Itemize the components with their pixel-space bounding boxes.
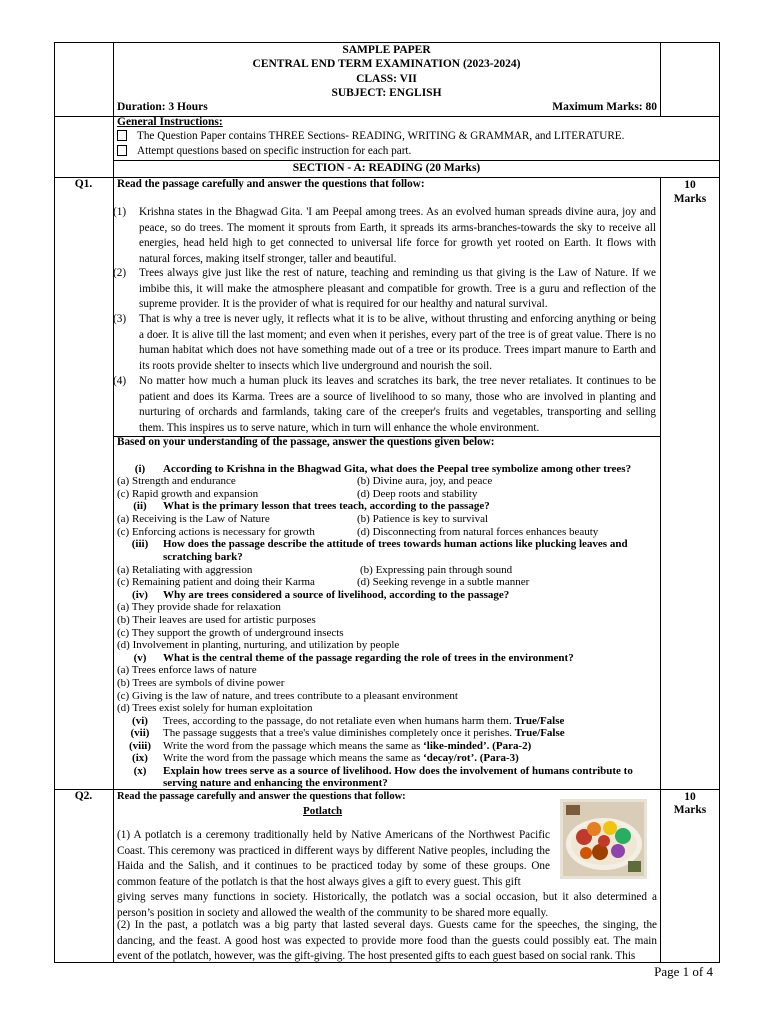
q1-question-ii: (ii) What is the primary lesson that trees teach, according to the passage? <box>133 500 490 512</box>
q1-question-vi: (vi) Trees, according to the passage, do not retaliate even when humans harm them. True/False <box>132 715 565 727</box>
q1-iv-option-a: (a) They provide shade for relaxation <box>117 601 281 613</box>
q1-marks-label: Marks <box>673 193 707 205</box>
column-divider-right-top <box>660 42 661 116</box>
q1-v-option-d: (d) Trees exist solely for human exploitation <box>117 702 313 714</box>
q1-ii-option-a: (a) Receiving is the Law of Nature <box>117 513 270 525</box>
q1-paragraph-2: (2) Trees always give just like the rest of nature, teaching and reminding us that giving is the Law of Nature. If we imbibe this, it will make the atmosphere pleasant and compatible for growth. Tree is a guru and reflection of the supreme provider. It is the provider of what is required for our healthy and natural survival. <box>113 267 656 311</box>
q1-ii-option-d: (d) Disconnecting from natural forces enhances beauty <box>357 526 599 538</box>
q1-paragraph-4: (4) No matter how much a human pluck its leaves and scratches its bark, the tree never retaliates. It continues to be patient and does its Karma. Trees are a source of livelihood to so many, those who are involved in planting and nurturing of orchards and farmlands, taking care of the creeper's fruits and vegetables, transporting and selling them. This inspires us to serve nature, which in turn will enhance the whole environment. <box>113 375 656 434</box>
column-divider-right-body <box>660 177 661 963</box>
q1-i-option-b: (b) Divine aura, joy, and peace <box>357 475 493 487</box>
duration-label: Duration: 3 Hours <box>117 101 208 113</box>
q1-iii-option-b: (b) Expressing pain through sound <box>360 564 513 576</box>
class-label: CLASS: VII <box>356 73 417 85</box>
checkbox-bullet-icon <box>117 145 127 156</box>
q2-marks-value: 10 <box>684 791 696 803</box>
section-a-title: SECTION - A: READING (20 Marks) <box>292 162 481 174</box>
q2-paragraph-1b: giving serves many functions in society. Historically, the potlatch was a social occasion, but it also determined a person’s position in society and allowed the wealth of the community to be shared more equally. <box>117 891 657 919</box>
q1-i-option-d: (d) Deep roots and stability <box>357 488 478 500</box>
q2-instruction: Read the passage carefully and answer the questions that follow: <box>117 791 406 802</box>
instruction-text-2: Attempt questions based on specific instruction for each part. <box>137 145 412 157</box>
q1-questions-intro: Based on your understanding of the passage, answer the questions given below: <box>117 436 495 448</box>
checkbox-bullet-icon <box>117 130 127 141</box>
q1-ii-option-b: (b) Patience is key to survival <box>357 513 489 525</box>
subject-label: SUBJECT: ENGLISH <box>331 87 442 99</box>
q1-question-x: (x) Explain how trees serve as a source of livelihood. How does the involvement of humans contribute to <box>133 765 633 777</box>
max-marks-label: Maximum Marks: 80 <box>552 101 657 113</box>
q2-paragraph-2: (2) In the past, a potlatch was a big party that lasted several days. Guests came for the speeches, the singing, the dancing, and the feast. A good host was expected to provide more food than the guests could possibly eat. The main event of the potlatch, however, was the gift-giving. The host presented gifts to each guest based on social rank. This <box>117 919 657 963</box>
q1-question-iv: (iv) Why are trees considered a source of livelihood, according to the passage? <box>132 589 510 601</box>
q1-question-v: (v) What is the central theme of the passage regarding the role of trees in the environment? <box>133 652 574 664</box>
q1-question-iii-cont: scratching bark? <box>163 551 243 563</box>
q1-question-iii: (iii) How does the passage describe the attitude of trees towards human actions like plucking leaves and <box>131 538 628 550</box>
q1-v-option-c: (c) Giving is the law of nature, and trees contribute to a pleasant environment <box>117 690 458 702</box>
q1-i-option-a: (a) Strength and endurance <box>117 475 236 487</box>
q1-i-option-c: (c) Rapid growth and expansion <box>117 488 259 500</box>
page-number: Page 1 of 4 <box>654 964 713 979</box>
q1-iv-option-c: (c) They support the growth of underground insects <box>117 627 344 639</box>
instruction-item-1 <box>117 130 624 142</box>
q1-instruction: Read the passage carefully and answer the questions that follow: <box>117 178 425 190</box>
q2-marks-label: Marks <box>673 804 707 816</box>
q1-number: Q1. <box>74 178 93 190</box>
q1-question-ix: (ix) Write the word from the passage which means the same as ‘decay/rot’. (Para-3) <box>132 752 519 764</box>
q1-marks-value: 10 <box>684 179 696 191</box>
exam-title: CENTRAL END TERM EXAMINATION (2023-2024) <box>252 58 521 70</box>
q2-number: Q2. <box>74 790 93 802</box>
paper-title: SAMPLE PAPER <box>342 44 431 56</box>
instruction-text-1: The Question Paper contains THREE Sections- READING, WRITING & GRAMMAR, and LITERATURE. <box>137 130 625 142</box>
q1-paragraph-3: (3) That is why a tree is never ugly, it reflects what it is to be alive, without thrusting and enforcing anything or being a doer. It is alive till the last moment; and even when it perishes, every part of the tree is of great value. There is no human habitat which does not have something made out of a tree or its produce. Trees impart manure to Earth and its roots provide shelter to insects which live underground and nourish the soil. <box>113 313 656 372</box>
food-platter-photo-svg <box>560 799 647 879</box>
q2-passage-title: Potlatch <box>303 805 343 817</box>
q1-iv-option-d: (d) Involvement in planting, nurturing, and utilization by people <box>117 639 400 651</box>
q1-iv-option-b: (b) Their leaves are used for artistic purposes <box>117 614 316 626</box>
q1-question-i: (i) According to Krishna in the Bhagwad Gita, what does the Peepal tree symbolize among other trees? <box>134 463 632 475</box>
instructions-title: General Instructions: <box>117 116 223 128</box>
q1-v-option-b: (b) Trees are symbols of divine power <box>117 677 285 689</box>
column-divider-left <box>113 42 114 963</box>
q1-question-x-cont: serving nature and enhancing the environment? <box>163 777 388 789</box>
q1-ii-option-c: (c) Enforcing actions is necessary for growth <box>117 526 315 538</box>
q1-iii-option-c: (c) Remaining patient and doing their Karma <box>117 576 315 588</box>
q1-paragraph-1: (1) Krishna states in the Bhagwad Gita. 'I am Peepal among trees. As an evolved human spreads divine aura, joy and peace, so do trees. The moment it sprouts from Earth, it spreads its arms-branches-towards the sky to receive all energies, head held high to get connected to universal life force for growth yet rooted on Earth. It flows with natural forces, making itself stronger, taller and beautiful. <box>113 206 656 265</box>
q1-v-option-a: (a) Trees enforce laws of nature <box>117 664 257 676</box>
food-platter-photo-icon <box>560 799 647 879</box>
q1-question-viii: (viii) Write the word from the passage which means the same as ‘like-minded’. (Para-2) <box>129 740 532 752</box>
q1-iii-option-a: (a) Retaliating with aggression <box>117 564 253 576</box>
instruction-item-2 <box>117 145 411 157</box>
q1-iii-option-d: (d) Seeking revenge in a subtle manner <box>357 576 530 588</box>
q2-paragraph-1a: (1) A potlatch is a ceremony traditionally held by Native Americans of the Northwest Pacific Coast. This ceremony was practiced in different ways by different Native peoples, including the Haida and the Salish, and it continues to be practiced today by some of these groups. One common feature of the potlatch is that the host always gives a gift to every guest. This gift <box>117 829 550 888</box>
q1-question-vii: (vii) The passage suggests that a tree's value diminishes completely once it perishes. True/False <box>130 727 565 739</box>
